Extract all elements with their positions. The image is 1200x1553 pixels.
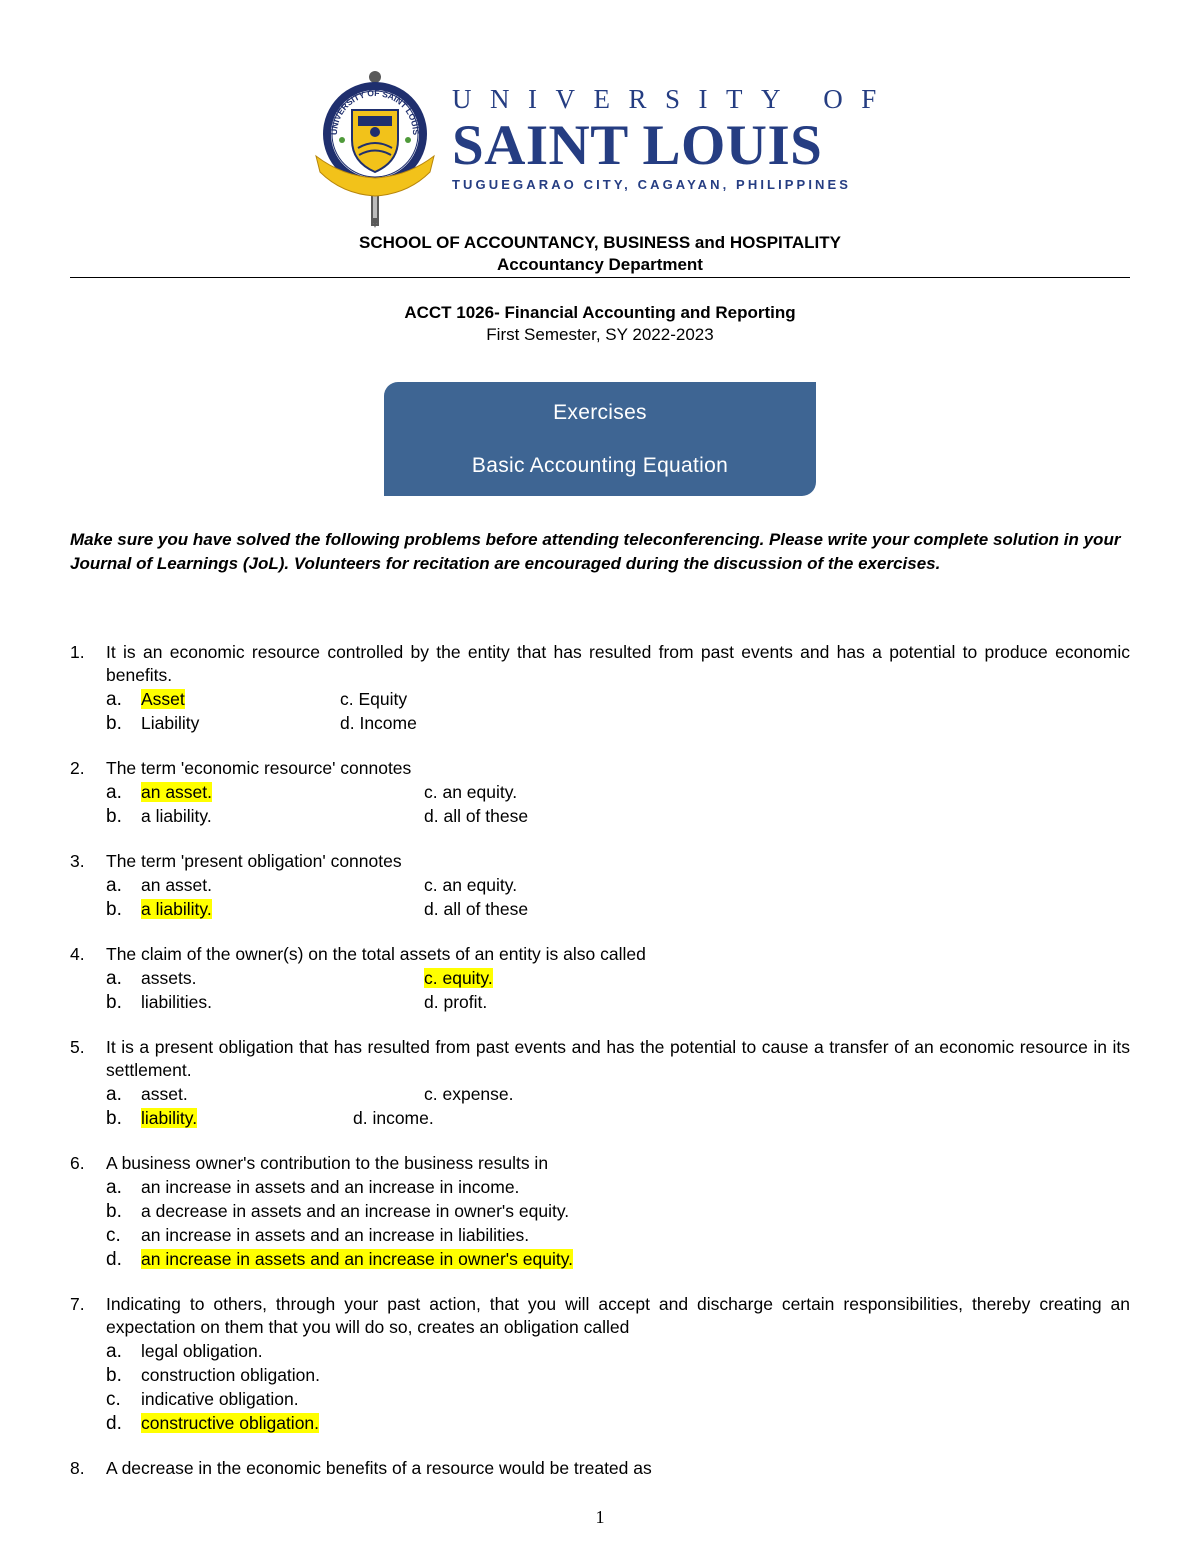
choice-text: construction obligation.: [141, 1365, 320, 1385]
choice-letter: b.: [106, 1365, 122, 1386]
choice-row: [106, 780, 1130, 804]
department-title: Accountancy Department: [497, 255, 703, 274]
choice-text: an increase in assets and an increase in income.: [141, 1177, 520, 1197]
highlighted-answer: Asset: [141, 689, 185, 709]
question-text: The term 'present obligation' connotes: [106, 851, 402, 871]
choice-letter: b.: [106, 992, 122, 1013]
answer-choice: [106, 687, 185, 712]
highlighted-answer: c. equity.: [424, 968, 493, 988]
choice-letter: b.: [106, 899, 122, 920]
answer-choice: [106, 1247, 573, 1272]
choice-letter: a.: [106, 1341, 122, 1362]
question-number: 6.: [70, 1153, 85, 1173]
question-item: [70, 850, 1130, 921]
answer-choice: [106, 1082, 188, 1107]
choice-text: an asset.: [141, 875, 213, 895]
answer-choice: [106, 966, 196, 991]
answer-choice: [106, 897, 212, 922]
question-item: [70, 1152, 1130, 1271]
choice-text: Liability: [141, 713, 200, 733]
choice-row: [106, 1387, 1130, 1411]
question-text: A business owner's contribution to the business results in: [106, 1153, 549, 1173]
wordmark-line-2: SAINT LOUIS: [452, 114, 823, 177]
choice-text: d. all of these: [424, 899, 529, 919]
choice-letter: a.: [106, 968, 122, 989]
highlighted-answer: constructive obligation.: [141, 1413, 320, 1433]
choice-text: d. Income: [340, 713, 417, 733]
answer-choice: [106, 1223, 529, 1248]
choice-row: [106, 804, 1130, 828]
wordmark-location: TUGUEGARAO CITY, CAGAYAN, PHILIPPINES: [452, 177, 852, 192]
question-text: The claim of the owner(s) on the total assets of an entity is also called: [106, 944, 646, 964]
choice-text: d. income.: [353, 1108, 434, 1128]
exercises-banner: [384, 382, 816, 496]
choice-row: [106, 1363, 1130, 1387]
question-number: 3.: [70, 851, 85, 871]
question-text: A decrease in the economic benefits of a resource would be treated as: [106, 1458, 652, 1478]
course-header: [0, 302, 1200, 346]
choice-text: c. an equity.: [424, 782, 518, 802]
choice-letter: a.: [106, 782, 122, 803]
answer-choice: [353, 1106, 434, 1130]
choice-letter: b.: [106, 713, 122, 734]
question-number: 7.: [70, 1294, 85, 1314]
highlighted-answer: liability.: [141, 1108, 198, 1128]
answer-choice: [424, 804, 528, 828]
question-text: It is a present obligation that has resulted from past events and has the potential to cause a transfer of an economic resource in its settlement.: [106, 1037, 1130, 1080]
choice-letter: a.: [106, 1177, 122, 1198]
wordmark-line-1: UNIVERSITY OF: [452, 84, 895, 114]
question-number: 4.: [70, 944, 85, 964]
question-number: 2.: [70, 758, 85, 778]
question-text: Indicating to others, through your past action, that you will accept and discharge certain responsibilities, thereby creating an expectation on them that you will do so, creates an obligation called: [106, 1294, 1130, 1337]
answer-choice: [340, 711, 417, 735]
exercises-subtitle: Basic Accounting Equation: [471, 454, 729, 477]
exercises-title: Exercises: [553, 401, 647, 424]
choice-row: [106, 1106, 1130, 1130]
choice-text: asset.: [141, 1084, 188, 1104]
choice-letter: d.: [106, 1413, 122, 1434]
choice-row: [106, 990, 1130, 1014]
choice-text: an increase in assets and an increase in liabilities.: [141, 1225, 530, 1245]
question-item: [70, 1457, 1130, 1480]
semester-label: First Semester, SY 2022-2023: [486, 325, 714, 344]
choice-text: c. expense.: [424, 1084, 514, 1104]
choice-text: c. Equity: [340, 689, 408, 709]
choice-text: a decrease in assets and an increase in owner's equity.: [141, 1201, 570, 1221]
choice-row: [106, 966, 1130, 990]
answer-choice: [424, 966, 493, 990]
choice-text: liabilities.: [141, 992, 212, 1012]
choice-letter: c.: [106, 1389, 121, 1410]
choice-text: d. profit.: [424, 992, 488, 1012]
highlighted-answer: an asset.: [141, 782, 213, 802]
answer-choice: [106, 1106, 197, 1131]
course-title: ACCT 1026- Financial Accounting and Reporting: [404, 303, 796, 322]
school-title: SCHOOL OF ACCOUNTANCY, BUSINESS and HOSPITALITY: [358, 233, 841, 252]
answer-choice: [106, 780, 212, 805]
answer-choice: [424, 990, 487, 1014]
question-item: [70, 1036, 1130, 1130]
question-number: 8.: [70, 1458, 85, 1478]
answer-choice: [106, 804, 212, 829]
svg-text:UNIVERSITY OF SAINT LOUIS: UNIVERSITY OF SAINT LOUIS: [328, 87, 422, 136]
choice-row: [106, 1199, 1130, 1223]
choice-text: a liability.: [141, 806, 212, 826]
answer-choice: [106, 1199, 569, 1224]
question-item: [70, 943, 1130, 1014]
highlighted-answer: an increase in assets and an increase in owner's equity.: [141, 1249, 574, 1269]
choice-row: [106, 711, 1130, 735]
choice-row: [106, 873, 1130, 897]
answer-choice: [340, 687, 407, 711]
university-seal-logo: [312, 68, 438, 228]
answer-choice: [106, 990, 212, 1015]
question-item: [70, 757, 1130, 828]
header-divider: [70, 277, 1130, 278]
choice-row: [106, 1411, 1130, 1435]
university-wordmark: [452, 84, 895, 194]
highlighted-answer: a liability.: [141, 899, 212, 919]
choice-text: c. an equity.: [424, 875, 518, 895]
answer-choice: [106, 1175, 519, 1200]
question-number: 5.: [70, 1037, 85, 1057]
answer-choice: [424, 897, 528, 921]
choice-row: [106, 1247, 1130, 1271]
department-header: [0, 232, 1200, 276]
choice-text: indicative obligation.: [141, 1389, 299, 1409]
instructions-text: Make sure you have solved the following problems before attending teleconferencing. Please write your complete solution in your Journal of Learnings (JoL). Volunteers for recitation are encouraged during the discussion of the exercises.: [70, 530, 1121, 573]
answer-choice: [424, 1082, 514, 1106]
choice-letter: c.: [106, 1225, 121, 1246]
choice-letter: a.: [106, 875, 122, 896]
answer-choice: [424, 780, 517, 804]
choice-letter: b.: [106, 1108, 122, 1129]
answer-choice: [106, 1363, 320, 1388]
question-text: It is an economic resource controlled by the entity that has resulted from past events and has a potential to produce economic benefits.: [106, 642, 1130, 685]
choice-letter: d.: [106, 1249, 122, 1270]
question-item: [70, 1293, 1130, 1435]
answer-choice: [424, 873, 517, 897]
choice-row: [106, 1175, 1130, 1199]
choice-row: [106, 1223, 1130, 1247]
answer-choice: [106, 873, 212, 898]
choice-letter: b.: [106, 1201, 122, 1222]
choice-text: legal obligation.: [141, 1341, 263, 1361]
answer-choice: [106, 711, 199, 736]
choice-row: [106, 1082, 1130, 1106]
answer-choice: [106, 1387, 299, 1412]
choice-text: assets.: [141, 968, 197, 988]
question-number: 1.: [70, 642, 85, 662]
choice-row: [106, 687, 1130, 711]
question-item: [70, 641, 1130, 735]
page-number: 1: [595, 1507, 605, 1527]
answer-choice: [106, 1411, 319, 1436]
choice-row: [106, 1339, 1130, 1363]
choice-text: d. all of these: [424, 806, 529, 826]
answer-choice: [106, 1339, 263, 1364]
question-text: The term 'economic resource' connotes: [106, 758, 412, 778]
choice-letter: a.: [106, 1084, 122, 1105]
question-list: [70, 641, 1130, 1502]
choice-letter: a.: [106, 689, 122, 710]
choice-row: [106, 897, 1130, 921]
choice-letter: b.: [106, 806, 122, 827]
